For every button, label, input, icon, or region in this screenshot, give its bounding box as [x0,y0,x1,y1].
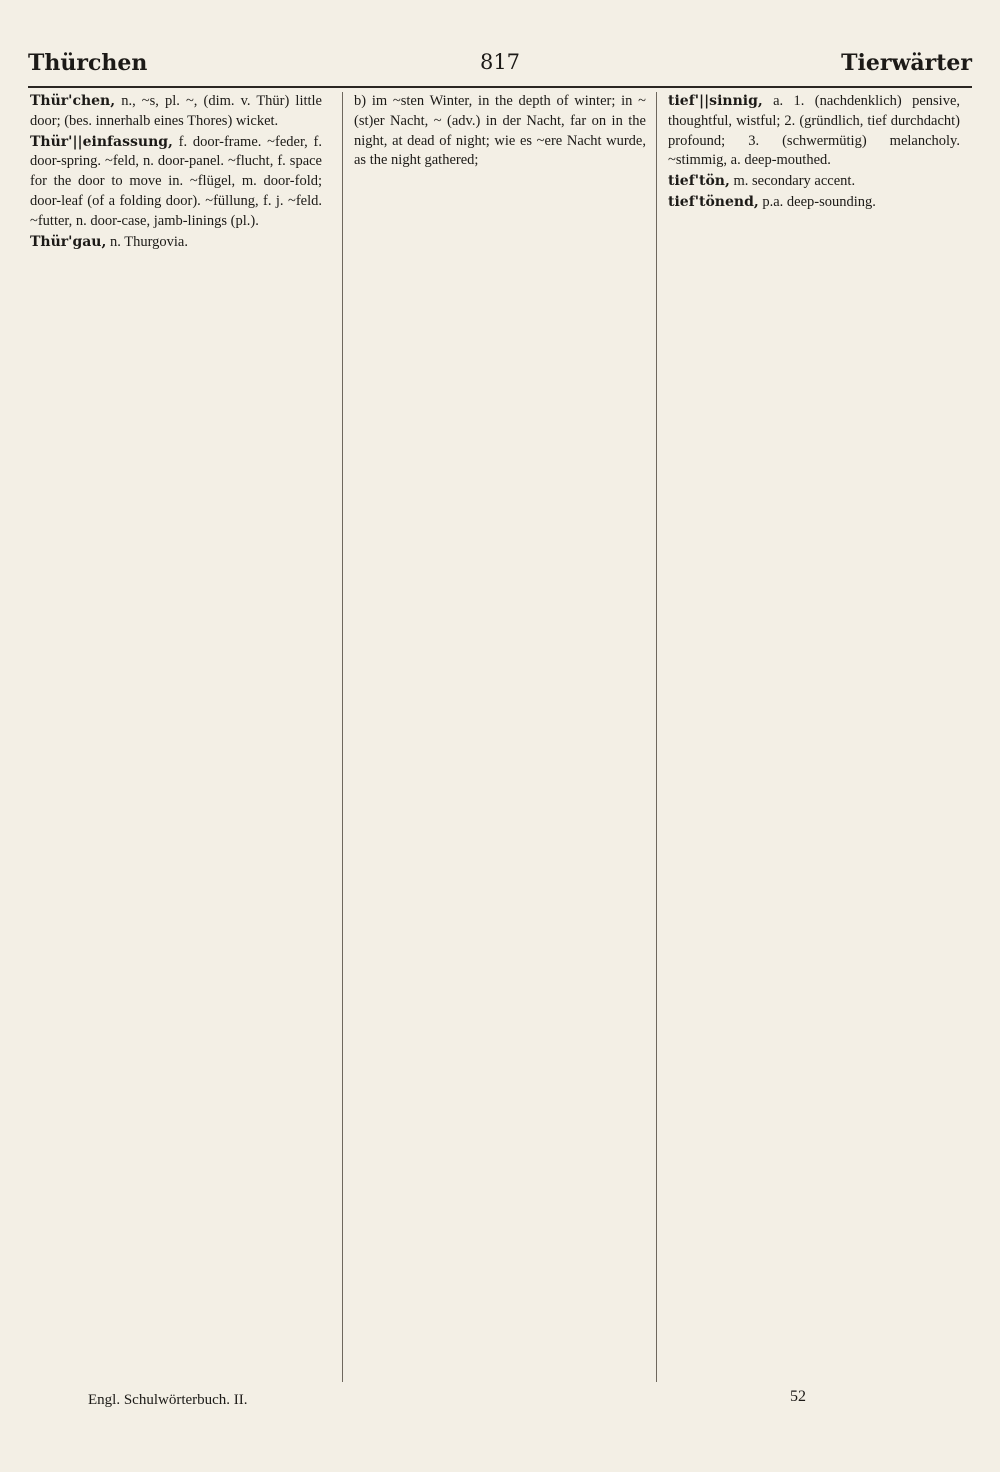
running-head-first-word: Thürchen [28,50,148,76]
entry-definition: a. 1. (nachdenklich) pensive, thoughtful, wistful; 2. (gründlich, tief durchdacht) profound; 3. (schwermütig) melancholy. ~stimmig, a. deep-mouthed. [668,93,960,169]
dictionary-entry [668,172,960,192]
dictionary-entry [30,233,322,253]
entry-definition: n., ~s, pl. ~, (dim. v. Thür) little door; (bes. innerhalb eines Thores) wicket. [30,93,322,129]
dictionary-entry [354,92,646,171]
column-divider [342,92,343,1382]
entry-headword: Thür'chen, [30,93,116,109]
entry-headword: Thür'||einfassung, [30,133,173,150]
entry-definition: b) im ~sten Winter, in the depth of winter; in ~(st)er Nacht, ~ (adv.) in der Nacht, far on in the night, at dead of night; wie es ~ere Nacht wurde, as the night gathered; [354,93,646,169]
running-head [28,44,972,84]
entry-headword: Thür'gau, [30,233,107,250]
entry-definition: f. door-frame. ~feder, f. door-spring. ~feld, n. door-panel. ~flucht, f. space for the door to move in. ~flügel, m. door-fold; door-leaf (of a folding door). ~füllung, f. j. ~feld. ~futter, n. door-case, jamb-linings (pl.). [30,133,322,229]
dictionary-column-1 [30,92,322,1382]
entry-definition: p.a. deep-sounding. [762,193,876,210]
column-divider [656,92,657,1382]
dictionary-entry [30,92,322,132]
entry-headword: tief'tön, [668,173,730,190]
signature-mark: 52 [790,1388,806,1405]
dictionary-entry [30,133,322,232]
dictionary-entry [668,92,960,171]
dictionary-entry [668,193,960,213]
entry-definition: n. Thurgovia. [109,233,188,250]
page-number: 817 [479,50,521,74]
entry-headword: tief'||sinnig, [668,93,763,109]
dictionary-column-3 [668,92,960,1382]
entry-definition: m. secondary accent. [733,173,856,190]
footer-book-title: Engl. Schulwörterbuch. II. [88,1392,248,1408]
dictionary-column-2 [354,92,646,1382]
entry-headword: tief'tönend, [668,193,759,210]
header-rule [28,86,972,88]
running-head-last-word: Tierwärter [841,50,972,76]
